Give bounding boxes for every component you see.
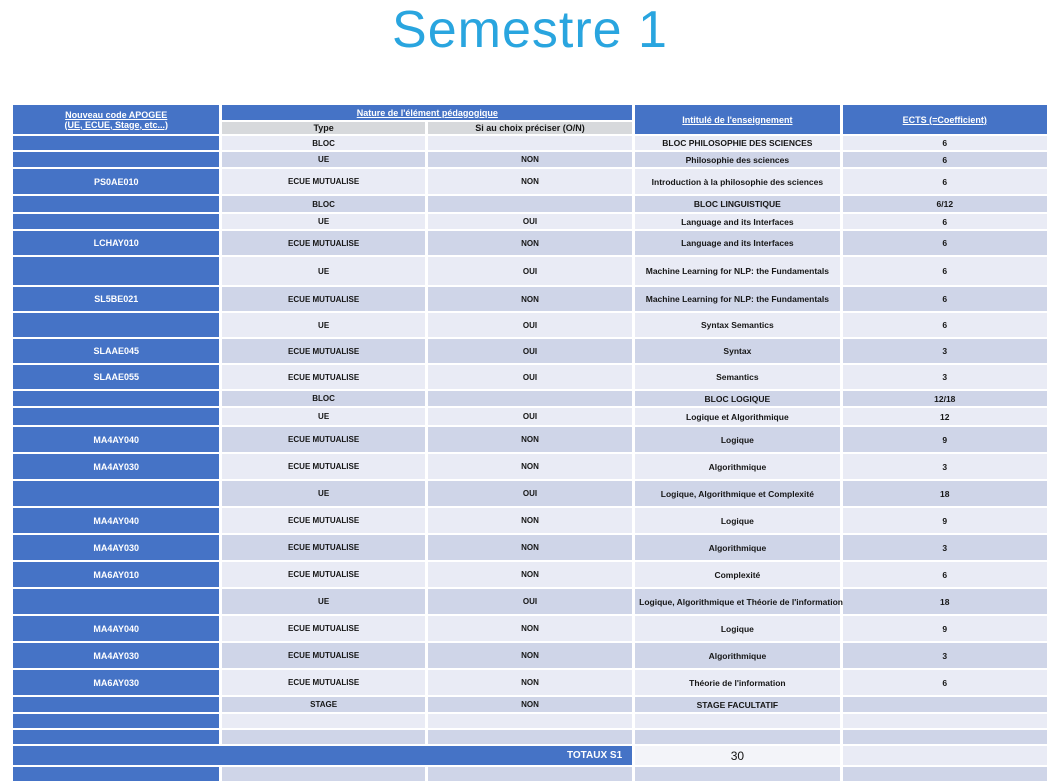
ects-cell: 6	[843, 169, 1047, 194]
ects-cell: 9	[843, 508, 1047, 533]
table-row	[13, 670, 1047, 695]
ects-cell: 6	[843, 313, 1047, 337]
type-cell: ECUE MUTUALISE	[222, 616, 424, 641]
type-cell: UE	[222, 313, 424, 337]
code-cell: MA4AY030	[13, 535, 219, 560]
code-cell	[13, 257, 219, 285]
code-cell: MA4AY040	[13, 616, 219, 641]
type-cell: ECUE MUTUALISE	[222, 365, 424, 389]
ects-cell: 18	[843, 481, 1047, 506]
table-row	[13, 643, 1047, 668]
type-cell: UE	[222, 152, 424, 167]
type-cell: ECUE MUTUALISE	[222, 535, 424, 560]
type-cell: BLOC	[222, 196, 424, 212]
choix-cell	[428, 196, 632, 212]
type-cell: UE	[222, 481, 424, 506]
intitule-cell: Théorie de l'information	[635, 670, 839, 695]
choix-cell: NON	[428, 697, 632, 712]
table-row	[13, 454, 1047, 479]
choix-cell: NON	[428, 616, 632, 641]
choix-cell	[428, 391, 632, 406]
col-header-code	[13, 105, 219, 134]
choix-cell	[428, 714, 632, 728]
choix-cell: NON	[428, 562, 632, 587]
totals-row	[13, 746, 1047, 765]
type-cell: ECUE MUTUALISE	[222, 670, 424, 695]
code-cell	[13, 313, 219, 337]
table-row	[13, 196, 1047, 212]
intitule-cell	[635, 767, 839, 781]
type-cell: UE	[222, 408, 424, 425]
intitule-cell: Syntax Semantics	[635, 313, 839, 337]
code-cell: SLAAE045	[13, 339, 219, 363]
table-row	[13, 365, 1047, 389]
intitule-cell: Language and its Interfaces	[635, 214, 839, 229]
table-row	[13, 714, 1047, 728]
type-cell: STAGE	[222, 697, 424, 712]
code-cell	[13, 196, 219, 212]
table-row	[13, 136, 1047, 150]
type-cell: ECUE MUTUALISE	[222, 508, 424, 533]
type-cell: UE	[222, 589, 424, 614]
ects-cell: 6	[843, 214, 1047, 229]
page-title: Semestre 1	[392, 1, 668, 59]
choix-cell: NON	[428, 287, 632, 311]
code-cell: MA4AY030	[13, 454, 219, 479]
choix-cell: OUI	[428, 408, 632, 425]
type-cell: UE	[222, 257, 424, 285]
col-header-code-line2: (UE, ECUE, Stage, etc...)	[64, 119, 168, 130]
ects-cell: 6	[843, 287, 1047, 311]
ects-cell	[843, 767, 1047, 781]
code-cell: MA4AY040	[13, 508, 219, 533]
ects-cell: 3	[843, 365, 1047, 389]
totals-ects-cell	[843, 746, 1047, 765]
ects-cell	[843, 730, 1047, 744]
choix-cell: OUI	[428, 339, 632, 363]
table-row	[13, 169, 1047, 194]
code-cell	[13, 714, 219, 728]
ects-cell	[843, 697, 1047, 712]
table-row	[13, 152, 1047, 167]
choix-cell: NON	[428, 231, 632, 255]
type-cell: ECUE MUTUALISE	[222, 339, 424, 363]
ects-cell: 9	[843, 427, 1047, 452]
table-row	[13, 589, 1047, 614]
code-cell	[13, 481, 219, 506]
col-header-choix: Si au choix préciser (O/N)	[428, 122, 632, 134]
intitule-cell: Semantics	[635, 365, 839, 389]
ects-cell: 12	[843, 408, 1047, 425]
choix-cell: OUI	[428, 214, 632, 229]
code-cell: PS0AE010	[13, 169, 219, 194]
type-cell: ECUE MUTUALISE	[222, 231, 424, 255]
table-row	[13, 231, 1047, 255]
ects-cell: 6	[843, 670, 1047, 695]
ects-cell: 18	[843, 589, 1047, 614]
table-row	[13, 257, 1047, 285]
choix-cell	[428, 730, 632, 744]
type-cell: UE	[222, 214, 424, 229]
code-cell	[13, 697, 219, 712]
table-row	[13, 287, 1047, 311]
table-row	[13, 767, 1047, 781]
code-cell: SLAAE055	[13, 365, 219, 389]
intitule-cell: BLOC PHILOSOPHIE DES SCIENCES	[635, 136, 839, 150]
code-cell: SL5BE021	[13, 287, 219, 311]
semester-table	[10, 103, 1050, 783]
choix-cell: OUI	[428, 313, 632, 337]
choix-cell: OUI	[428, 589, 632, 614]
intitule-cell: Algorithmique	[635, 535, 839, 560]
totals-label: TOTAUX S1	[13, 746, 632, 765]
code-cell: MA4AY040	[13, 427, 219, 452]
intitule-cell: Algorithmique	[635, 643, 839, 668]
ects-cell: 3	[843, 643, 1047, 668]
choix-cell: NON	[428, 535, 632, 560]
type-cell: ECUE MUTUALISE	[222, 169, 424, 194]
table-row	[13, 427, 1047, 452]
choix-cell: NON	[428, 169, 632, 194]
intitule-cell: Logique	[635, 508, 839, 533]
choix-cell: NON	[428, 454, 632, 479]
type-cell: ECUE MUTUALISE	[222, 427, 424, 452]
code-cell	[13, 391, 219, 406]
code-cell: MA6AY030	[13, 670, 219, 695]
code-cell: MA4AY030	[13, 643, 219, 668]
intitule-cell: Machine Learning for NLP: the Fundamentals	[635, 287, 839, 311]
choix-cell: NON	[428, 427, 632, 452]
choix-cell: OUI	[428, 257, 632, 285]
table-row	[13, 562, 1047, 587]
type-cell: ECUE MUTUALISE	[222, 643, 424, 668]
intitule-cell: Machine Learning for NLP: the Fundamentals	[635, 257, 839, 285]
choix-cell: OUI	[428, 481, 632, 506]
choix-cell	[428, 136, 632, 150]
intitule-cell: BLOC LOGIQUE	[635, 391, 839, 406]
code-cell: MA6AY010	[13, 562, 219, 587]
table-row	[13, 535, 1047, 560]
type-cell	[222, 730, 424, 744]
choix-cell	[428, 767, 632, 781]
table-row	[13, 313, 1047, 337]
intitule-cell: BLOC LINGUISTIQUE	[635, 196, 839, 212]
col-header-type: Type	[222, 122, 424, 134]
ects-cell: 3	[843, 339, 1047, 363]
ects-cell: 3	[843, 454, 1047, 479]
code-cell	[13, 214, 219, 229]
totals-value: 30	[635, 746, 839, 765]
ects-cell: 9	[843, 616, 1047, 641]
intitule-cell: Language and its Interfaces	[635, 231, 839, 255]
table-row	[13, 339, 1047, 363]
choix-cell: NON	[428, 508, 632, 533]
type-cell: ECUE MUTUALISE	[222, 454, 424, 479]
code-cell	[13, 730, 219, 744]
ects-cell: 6	[843, 231, 1047, 255]
code-cell: LCHAY010	[13, 231, 219, 255]
table-row	[13, 481, 1047, 506]
code-cell	[13, 152, 219, 167]
type-cell	[222, 714, 424, 728]
intitule-cell: Philosophie des sciences	[635, 152, 839, 167]
intitule-cell: Introduction à la philosophie des sciences	[635, 169, 839, 194]
ects-cell: 6	[843, 136, 1047, 150]
table-row	[13, 508, 1047, 533]
table-header	[13, 105, 1047, 134]
intitule-cell: Logique	[635, 427, 839, 452]
intitule-cell: Logique et Algorithmique	[635, 408, 839, 425]
intitule-cell	[635, 714, 839, 728]
code-cell	[13, 408, 219, 425]
ects-cell: 12/18	[843, 391, 1047, 406]
intitule-cell: Logique	[635, 616, 839, 641]
table-row	[13, 408, 1047, 425]
intitule-cell: STAGE FACULTATIF	[635, 697, 839, 712]
choix-cell: NON	[428, 670, 632, 695]
intitule-cell: Logique, Algorithmique et Théorie de l'information	[635, 589, 839, 614]
choix-cell: NON	[428, 643, 632, 668]
intitule-cell	[635, 730, 839, 744]
type-cell	[222, 767, 424, 781]
intitule-cell: Complexité	[635, 562, 839, 587]
col-header-ects: ECTS (=Coefficient)	[843, 105, 1047, 134]
ects-cell: 6	[843, 257, 1047, 285]
ects-cell	[843, 714, 1047, 728]
table-row	[13, 730, 1047, 744]
ects-cell: 3	[843, 535, 1047, 560]
col-header-nature: Nature de l'élément pédagogique	[222, 105, 632, 120]
type-cell: ECUE MUTUALISE	[222, 562, 424, 587]
table-row	[13, 214, 1047, 229]
col-header-code-line1: Nouveau code APOGEE	[65, 109, 168, 120]
ects-cell: 6	[843, 562, 1047, 587]
ects-cell: 6	[843, 152, 1047, 167]
type-cell: BLOC	[222, 391, 424, 406]
table-row	[13, 391, 1047, 406]
table-row	[13, 697, 1047, 712]
choix-cell: NON	[428, 152, 632, 167]
code-cell	[13, 589, 219, 614]
table-body	[13, 136, 1047, 781]
table-row	[13, 616, 1047, 641]
choix-cell: OUI	[428, 365, 632, 389]
intitule-cell: Algorithmique	[635, 454, 839, 479]
intitule-cell: Syntax	[635, 339, 839, 363]
type-cell: ECUE MUTUALISE	[222, 287, 424, 311]
col-header-intitule: Intitulé de l'enseignement	[635, 105, 839, 134]
intitule-cell: Logique, Algorithmique et Complexité	[635, 481, 839, 506]
code-cell	[13, 767, 219, 781]
code-cell	[13, 136, 219, 150]
type-cell: BLOC	[222, 136, 424, 150]
ects-cell: 6/12	[843, 196, 1047, 212]
